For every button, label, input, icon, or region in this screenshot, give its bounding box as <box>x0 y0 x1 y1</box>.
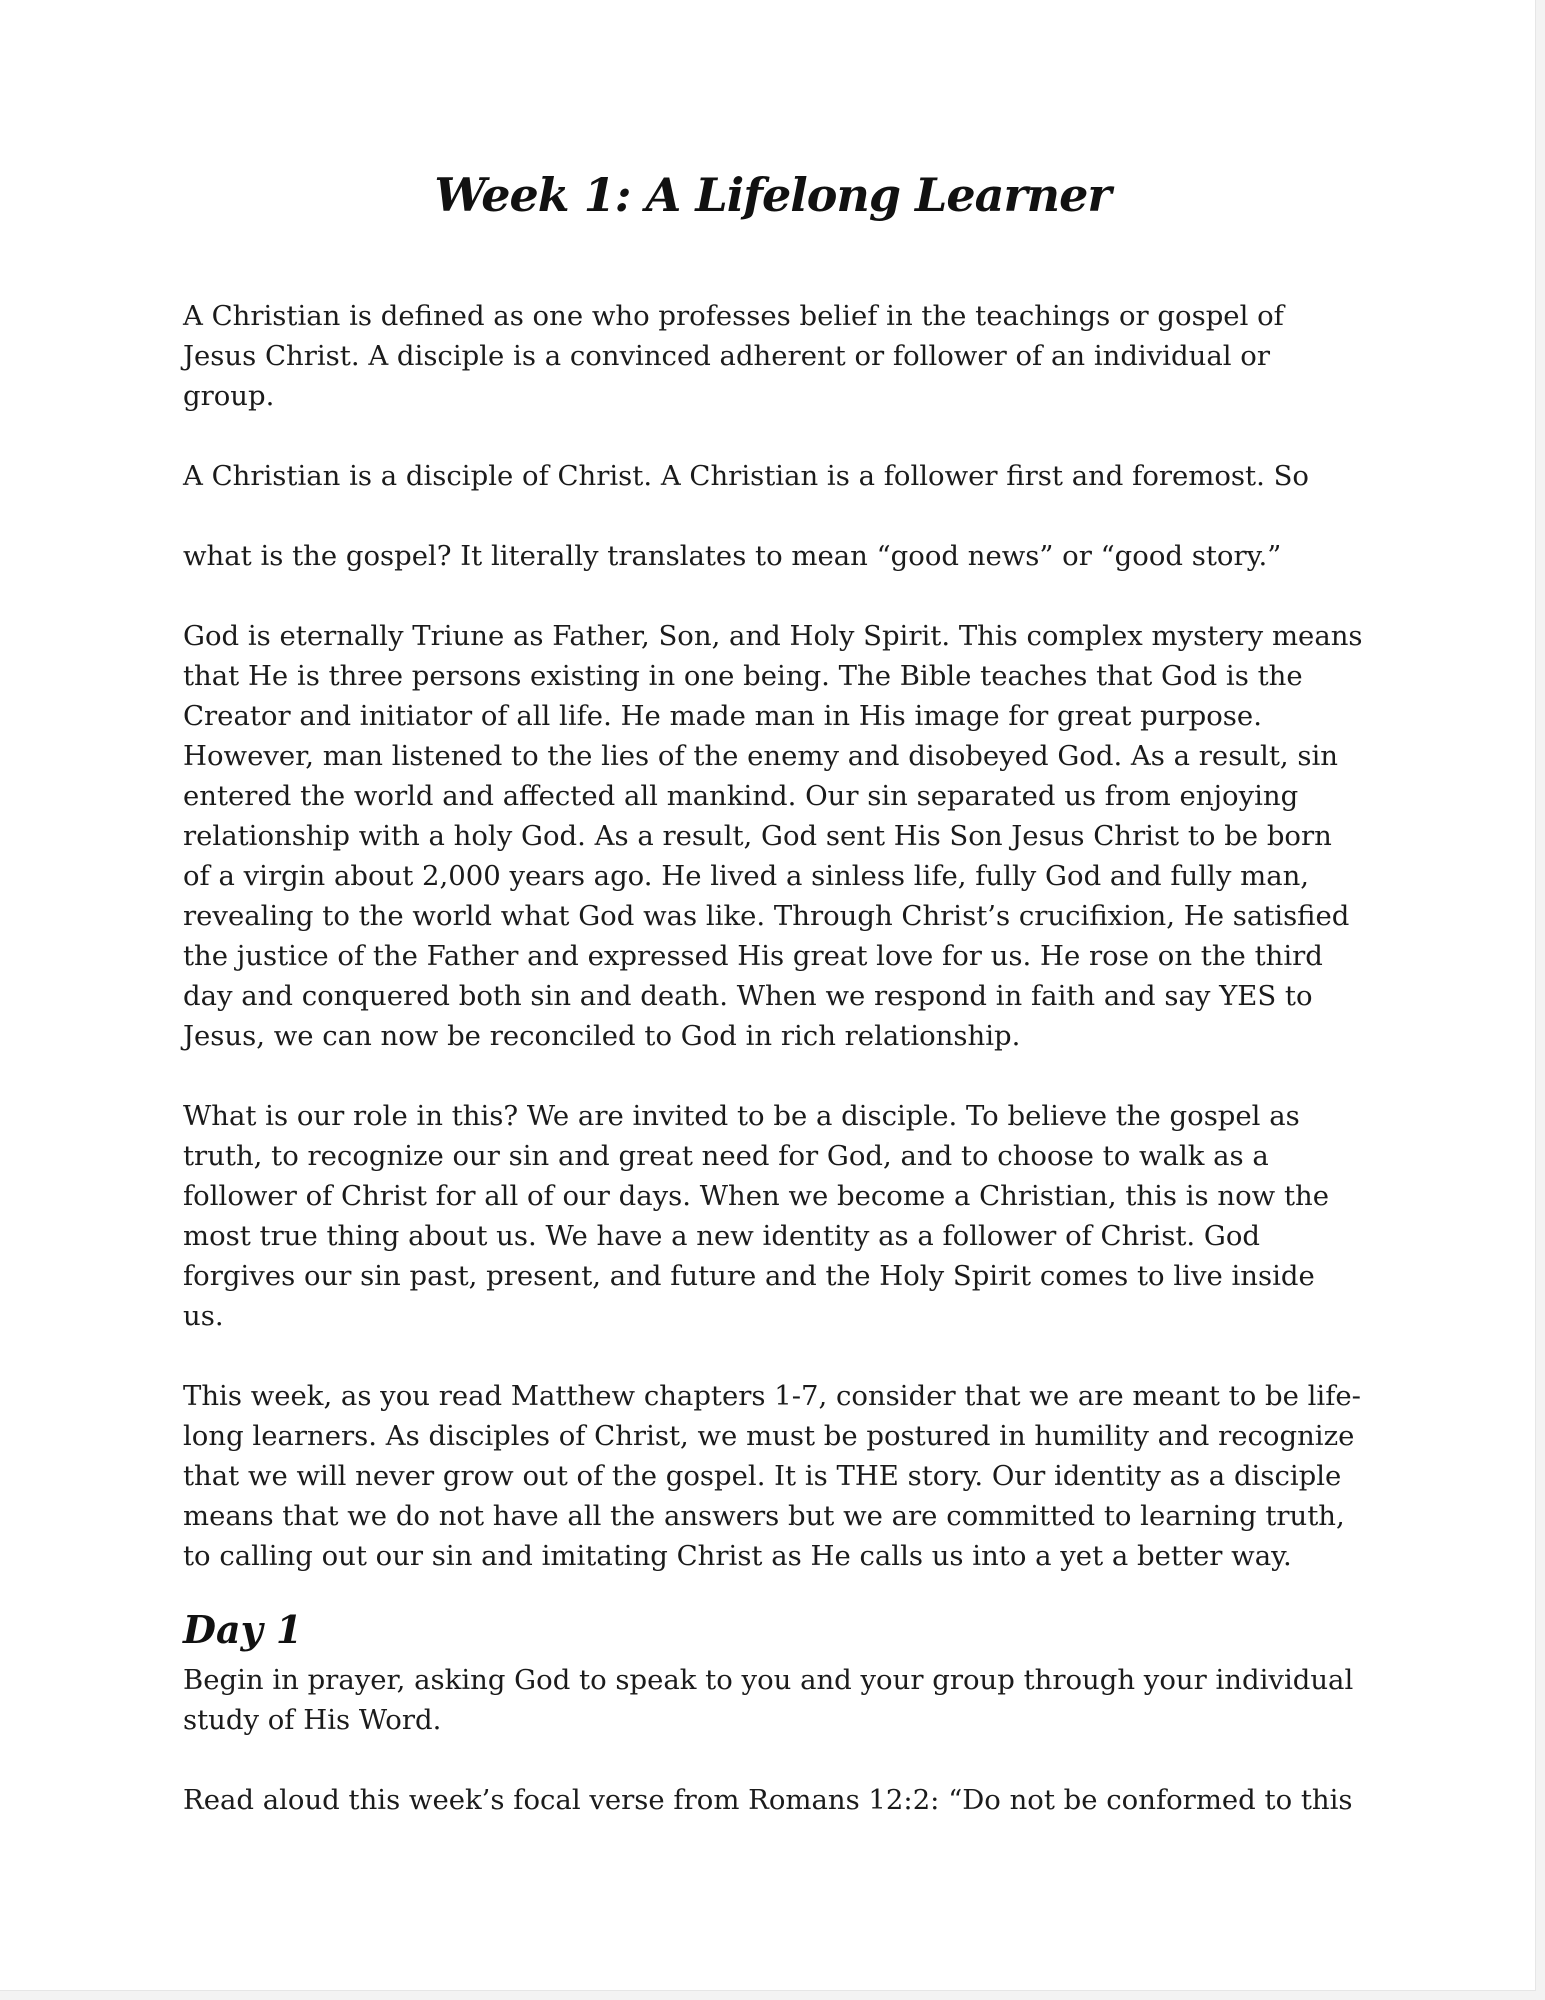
day-heading: Day 1 <box>183 1607 303 1652</box>
paragraph-gospel-question: what is the gospel? It literally translates to mean “good news” or “good story.” <box>183 540 1282 572</box>
paragraph-disciple: A Christian is a disciple of Christ. A Christian is a follower first and foremost. So <box>183 460 1309 492</box>
paragraph-our-role: What is our role in this? We are invited to be a disciple. To believe the gospel as truth, to recognize our sin and great need for God, and to choose to walk as a follower of Christ for all of our days. When we become a Christian, this is now the most true thing about us. We have a new identity as a follower of Christ. God forgives our sin past, present, and future and the Holy Spirit comes to live inside us. <box>183 1100 1329 1332</box>
paragraph-read-aloud: Read aloud this week’s focal verse from Romans 12:2: “Do not be conformed to this <box>183 1784 1353 1816</box>
paragraph-definition: A Christian is defined as one who professes belief in the teachings or gospel of Jesus Christ. A disciple is a convinced adherent or follower of an individual or group. <box>183 300 1284 412</box>
paragraph-this-week: This week, as you read Matthew chapters 1-7, consider that we are meant to be life-long learners. As disciples of Christ, we must be postured in humility and recognize that we will never grow out of the gospel. It is THE story. Our identity as a disciple means that we do not have all the answers but we are committed to learning truth, to calling out our sin and imitating Christ as He calls us into a yet a better way. <box>183 1380 1361 1572</box>
paragraph-triune-god: God is eternally Triune as Father, Son, and Holy Spirit. This complex mystery means that He is three persons existing in one being. The Bible teaches that God is the Creator and initiator of all life. He made man in His image for great purpose. However, man listened to the lies of the enemy and disobeyed God. As a result, sin entered the world and affected all mankind. Our sin separated us from enjoying relationship with a holy God. As a result, God sent His Son Jesus Christ to be born of a virgin about 2,000 years ago. He lived a sinless life, fully God and fully man, revealing to the world what God was like. Through Christ’s crucifixion, He satisfied the justice of the Father and expressed His great love for us. He rose on the third day and conquered both sin and death. When we respond in faith and say YES to Jesus, we can now be reconciled to God in rich relationship. <box>183 620 1363 1052</box>
page-title: Week 1: A Lifelong Learner <box>434 168 1111 222</box>
paragraph-begin-prayer: Begin in prayer, asking God to speak to you and your group through your individual study of His Word. <box>183 1664 1354 1736</box>
document-body <box>183 296 1363 1860</box>
